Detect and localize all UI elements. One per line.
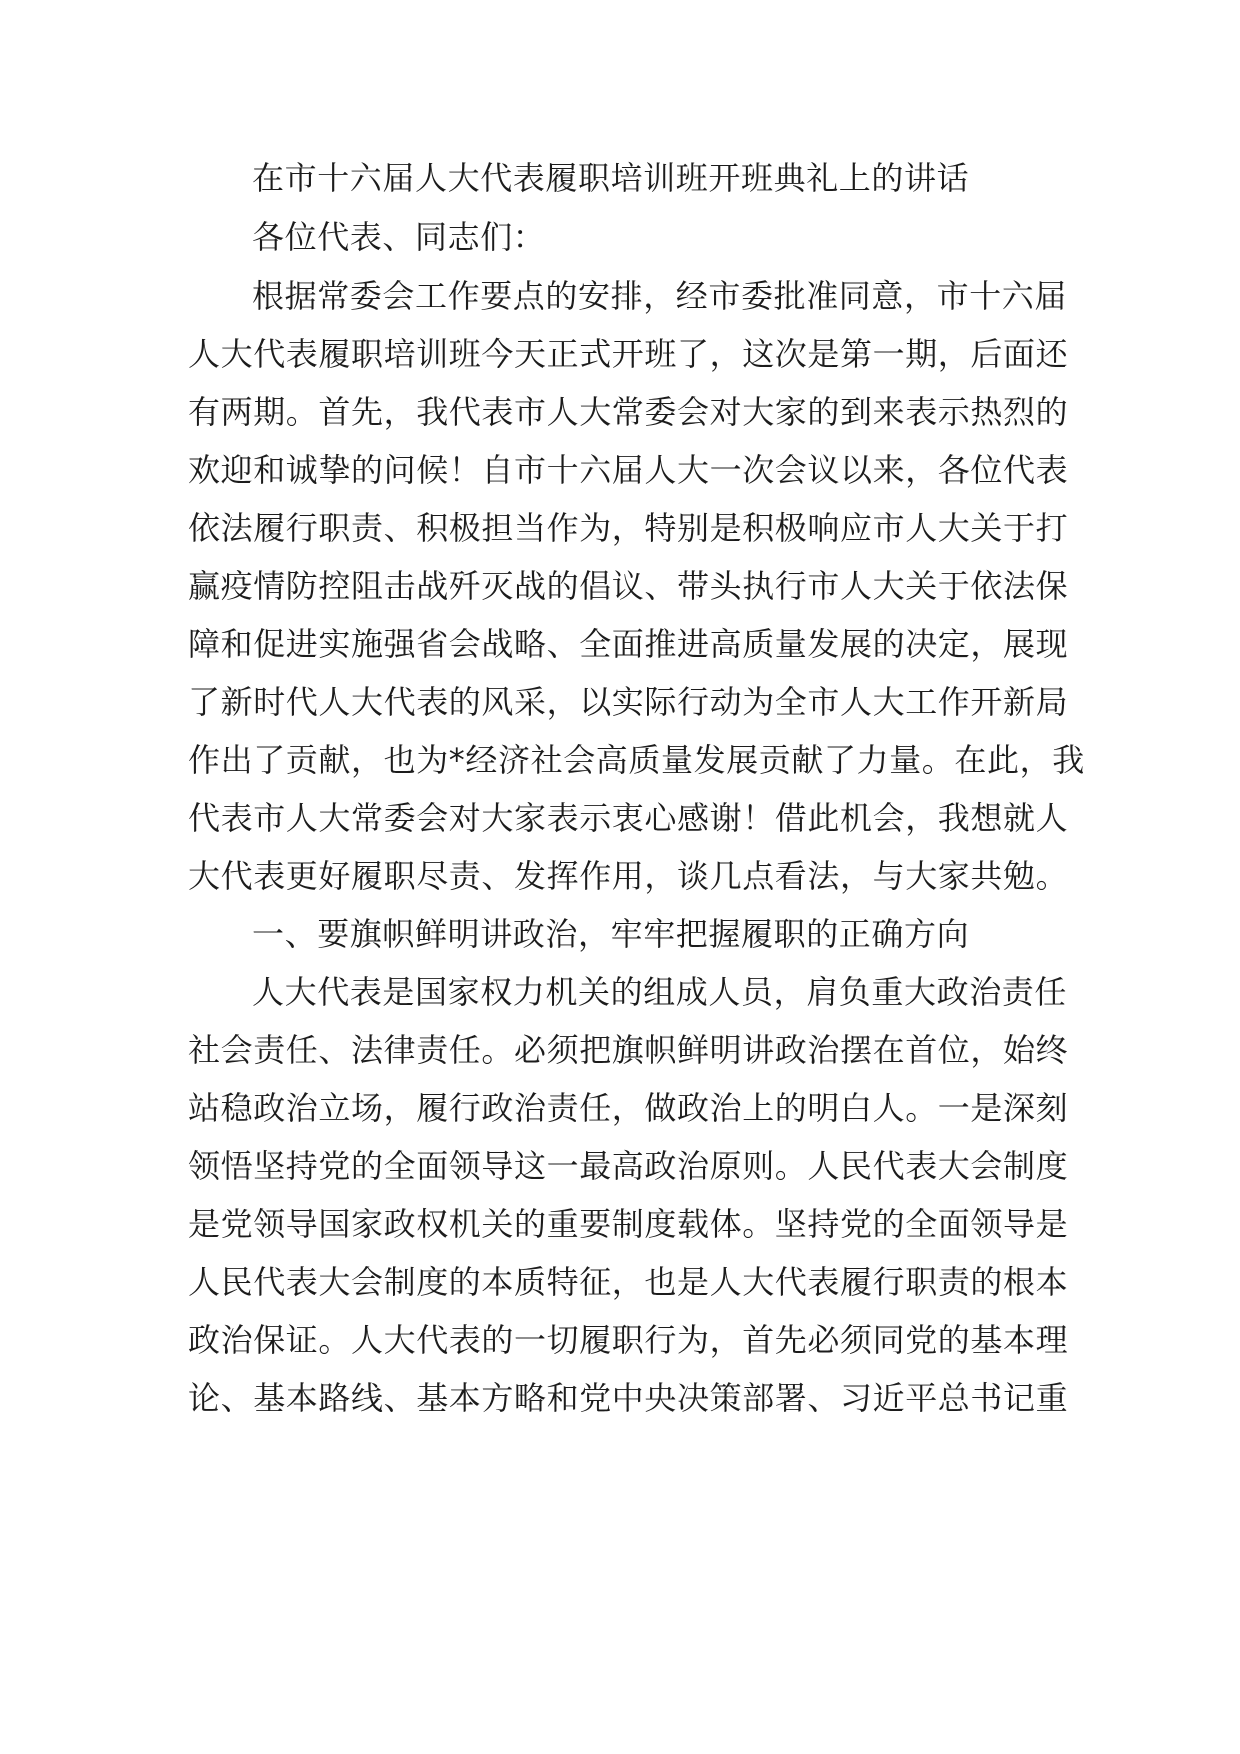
paragraph-line: 是党领导国家政权机关的重要制度载体。坚持党的全面领导是 — [188, 1205, 1069, 1243]
salutation: 各位代表、同志们： — [252, 218, 546, 256]
paragraph-line: 站稳政治立场，履行政治责任，做政治上的明白人。一是深刻 — [188, 1089, 1069, 1127]
paragraph-line: 赢疫情防控阻击战歼灭战的倡议、带头执行市人大关于依法保 — [188, 567, 1069, 605]
paragraph-line: 依法履行职责、积极担当作为，特别是积极响应市人大关于打 — [188, 509, 1069, 547]
paragraph-line: 了新时代人大代表的风采，以实际行动为全市人大工作开新局 — [188, 683, 1069, 721]
paragraph-line: 欢迎和诚挚的问候！自市十六届人大一次会议以来，各位代表 — [188, 451, 1069, 489]
paragraph-line: 根据常委会工作要点的安排，经市委批准同意，市十六届 — [252, 277, 1068, 315]
paragraph-line: 代表市人大常委会对大家表示衷心感谢！借此机会，我想就人 — [188, 799, 1069, 837]
section-heading: 一、要旗帜鲜明讲政治，牢牢把握履职的正确方向 — [252, 915, 970, 953]
paragraph-line: 人民代表大会制度的本质特征，也是人大代表履行职责的根本 — [188, 1263, 1069, 1301]
paragraph-line: 障和促进实施强省会战略、全面推进高质量发展的决定，展现 — [188, 625, 1069, 663]
paragraph-line: 有两期。首先，我代表市人大常委会对大家的到来表示热烈的 — [188, 393, 1069, 431]
paragraph-line: 社会责任、法律责任。必须把旗帜鲜明讲政治摆在首位，始终 — [188, 1031, 1069, 1069]
paragraph-line: 大代表更好履职尽责、发挥作用，谈几点看法，与大家共勉。 — [188, 857, 1069, 895]
paragraph-line: 论、基本路线、基本方略和党中央决策部署、习近平总书记重 — [188, 1379, 1069, 1417]
paragraph-line: 政治保证。人大代表的一切履职行为，首先必须同党的基本理 — [188, 1321, 1069, 1359]
paragraph-line: 人大代表履职培训班今天正式开班了，这次是第一期，后面还 — [188, 335, 1069, 373]
paragraph-line: 人大代表是国家权力机关的组成人员，肩负重大政治责任 — [252, 973, 1068, 1011]
paragraph-line: 作出了贡献，也为*经济社会高质量发展贡献了力量。在此，我 — [188, 741, 1085, 779]
document-title: 在市十六届人大代表履职培训班开班典礼上的讲话 — [252, 159, 970, 197]
paragraph-line: 领悟坚持党的全面领导这一最高政治原则。人民代表大会制度 — [188, 1147, 1069, 1185]
